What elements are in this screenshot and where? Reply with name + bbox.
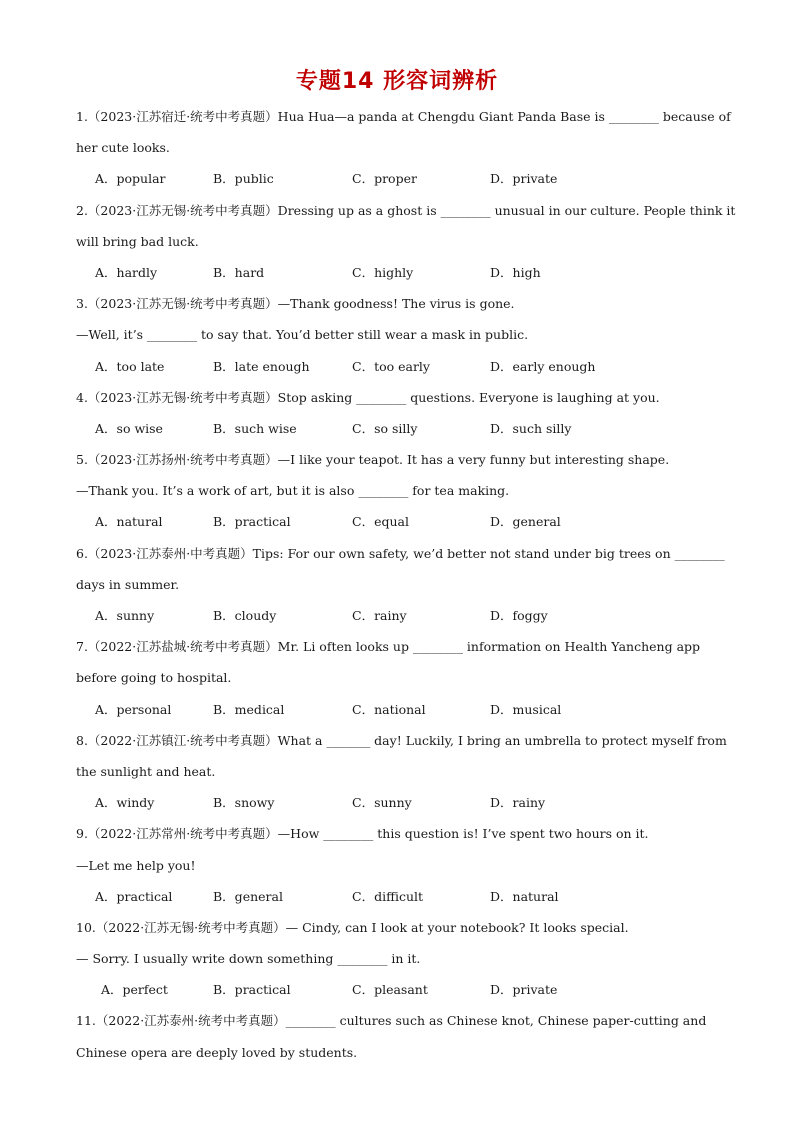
question-10 xyxy=(76,914,716,1008)
question-stem: 9.（2022·江苏常州·统考中考真题）—How ________ this question is! I’ve spent two hours on it. xyxy=(76,826,649,842)
question-1 xyxy=(76,103,731,197)
option-c: C．equal xyxy=(352,514,409,530)
option-a: A．personal xyxy=(95,701,172,717)
option-b: B．public xyxy=(213,171,274,187)
option-d: D．natural xyxy=(490,888,559,904)
option-row xyxy=(76,976,716,1007)
option-c: C．proper xyxy=(352,171,417,187)
option-row xyxy=(76,696,716,727)
option-a: A．so wise xyxy=(95,420,163,436)
question-stem-cont: her cute looks. xyxy=(76,140,170,156)
option-b: B．snowy xyxy=(213,795,275,811)
option-d: D．high xyxy=(490,264,541,280)
question-stem-cont: will bring bad luck. xyxy=(76,233,199,249)
question-list xyxy=(76,103,736,1070)
option-row xyxy=(76,353,716,384)
option-d: D．such silly xyxy=(490,420,572,436)
question-stem: 8.（2022·江苏镇江·统考中考真题）What a _______ day! Luckily, I bring an umbrella to protect myself from xyxy=(76,732,727,748)
option-b: B．practical xyxy=(213,982,291,998)
option-row xyxy=(76,165,716,196)
question-stem-cont: —Thank you. It’s a work of art, but it is also ________ for tea making. xyxy=(76,483,510,499)
question-5 xyxy=(76,446,716,540)
option-c: C．rainy xyxy=(352,608,407,623)
option-c: C．difficult xyxy=(352,888,424,904)
question-stem-cont: —Well, it’s ________ to say that. You’d better still wear a mask in public. xyxy=(76,327,529,343)
question-stem-cont: Chinese opera are deeply loved by students. xyxy=(76,1044,358,1060)
option-row xyxy=(76,508,716,539)
option-b: B．such wise xyxy=(213,420,297,436)
question-stem: 2.（2023·江苏无锡·统考中考真题）Dressing up as a ghost is ________ unusual in our culture. People think it xyxy=(76,202,736,218)
option-row xyxy=(76,883,716,914)
option-d: D．early enough xyxy=(490,358,596,374)
option-d: D．private xyxy=(490,171,558,187)
option-d: D．private xyxy=(490,982,558,998)
option-c: C．pleasant xyxy=(352,982,428,998)
option-d: D．musical xyxy=(490,701,562,717)
option-b: B．medical xyxy=(213,701,285,717)
question-7 xyxy=(76,633,716,727)
question-stem-cont: — Sorry. I usually write down something ________ in it. xyxy=(76,951,421,967)
option-b: B．cloudy xyxy=(213,608,277,623)
option-d: D．foggy xyxy=(490,608,548,623)
question-9 xyxy=(76,820,716,914)
option-a: A．natural xyxy=(95,514,163,530)
question-stem-cont: —Let me help you! xyxy=(76,857,196,873)
question-stem-cont: before going to hospital. xyxy=(76,670,232,686)
question-stem: 3.（2023·江苏无锡·统考中考真题）—Thank goodness! The virus is gone. xyxy=(76,296,515,312)
question-11 xyxy=(76,1007,716,1069)
option-row xyxy=(76,415,716,446)
option-c: C．too early xyxy=(352,358,430,374)
question-stem: 5.（2023·江苏扬州·统考中考真题）—I like your teapot. It has a very funny but interesting shape. xyxy=(76,452,670,468)
question-stem: 10.（2022·江苏无锡·统考中考真题）— Cindy, can I look at your notebook? It looks special. xyxy=(76,919,629,935)
option-a: A．hardly xyxy=(95,264,158,280)
option-a: A．sunny xyxy=(95,608,155,623)
option-a: A．windy xyxy=(95,795,155,811)
page-title: 专题14 形容词辨析 xyxy=(295,69,499,94)
question-stem: 7.（2022·江苏盐城·统考中考真题）Mr. Li often looks up ________ information on Health Yancheng app xyxy=(76,639,701,655)
option-b: B．hard xyxy=(213,264,265,280)
option-d: D．rainy xyxy=(490,795,546,811)
option-c: C．highly xyxy=(352,264,414,280)
option-a: A．practical xyxy=(95,888,173,904)
question-stem: 1.（2023·江苏宿迁·统考中考真题）Hua Hua—a panda at Chengdu Giant Panda Base is ________ because of xyxy=(76,109,731,124)
option-c: C．so silly xyxy=(352,420,418,436)
option-b: B．late enough xyxy=(213,358,310,374)
option-d: D．general xyxy=(490,514,561,530)
option-a: A．popular xyxy=(95,171,166,187)
option-a: A．perfect xyxy=(101,982,168,998)
question-8 xyxy=(76,727,727,821)
question-stem-cont: days in summer. xyxy=(76,576,180,592)
option-row xyxy=(76,602,716,633)
option-row xyxy=(76,259,716,290)
option-b: B．general xyxy=(213,888,283,904)
question-stem: 4.（2023·江苏无锡·统考中考真题）Stop asking ________ questions. Everyone is laughing at you. xyxy=(76,389,660,405)
option-b: B．practical xyxy=(213,514,291,530)
question-3 xyxy=(76,290,716,384)
option-c: C．national xyxy=(352,701,426,717)
question-2 xyxy=(76,197,736,291)
question-4 xyxy=(76,384,716,446)
question-6 xyxy=(76,540,725,634)
question-stem: 6.（2023·江苏泰州·中考真题）Tips: For our own safety, we’d better not stand under big trees on ________ xyxy=(76,545,725,561)
option-c: C．sunny xyxy=(352,795,412,811)
option-row xyxy=(76,789,716,820)
question-stem-cont: the sunlight and heat. xyxy=(76,763,216,779)
question-stem: 11.（2022·江苏泰州·统考中考真题）________ cultures such as Chinese knot, Chinese paper-cutting and xyxy=(76,1013,707,1029)
option-a: A．too late xyxy=(95,358,165,374)
